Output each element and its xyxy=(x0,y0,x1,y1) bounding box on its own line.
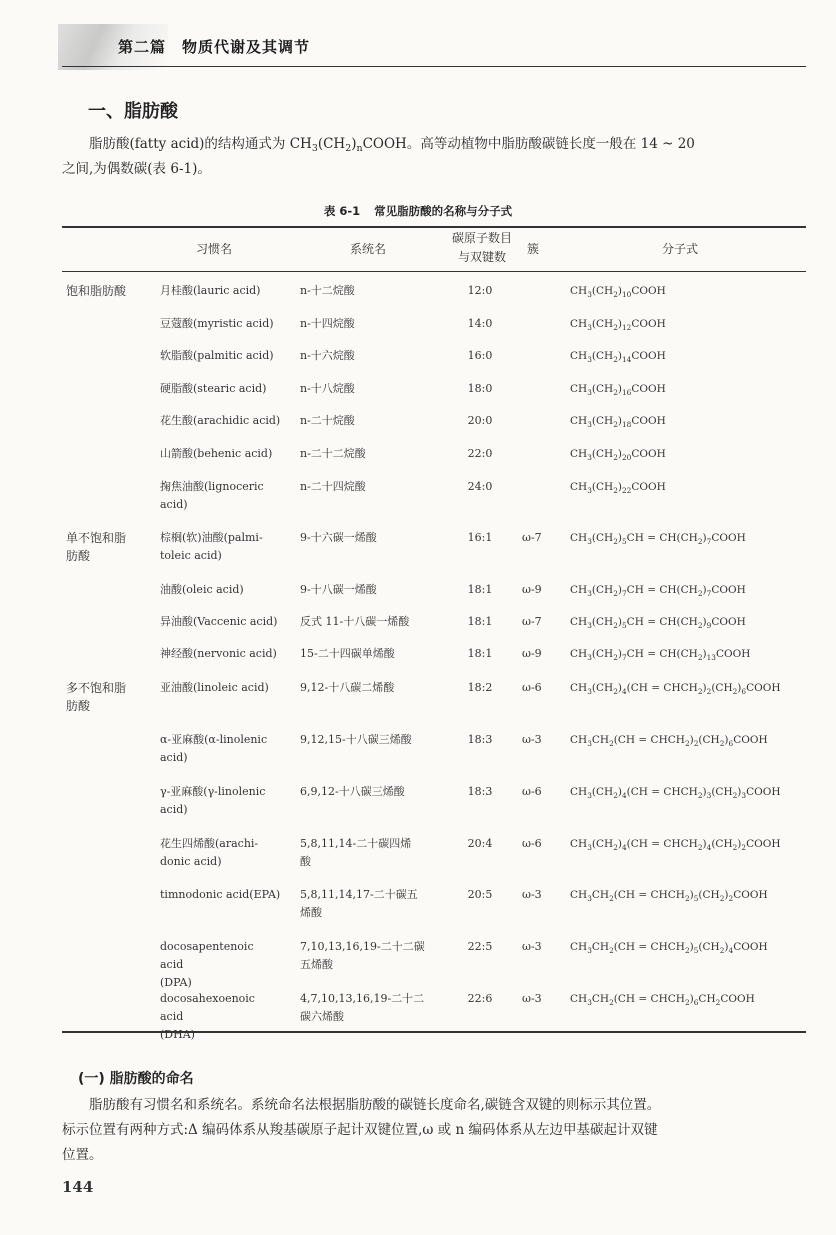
category-saturated: 饱和脂肪酸 xyxy=(66,284,127,298)
cell-carbon-count: 20:0 xyxy=(467,414,493,427)
cell-common-name: γ-亚麻酸(γ-linolenic acid) xyxy=(160,785,266,816)
cell-systematic-name: 7,10,13,16,19-二十二碳 五烯酸 xyxy=(300,940,425,971)
cell-systematic-name: 9,12,15-十八碳三烯酸 xyxy=(300,733,412,746)
cell-formula: $CH_3CH_2(CH$ = $CHCH_2)_6CH_2COOH$ xyxy=(570,993,755,1007)
cell-common-name: α-亚麻酸(α-linolenic acid) xyxy=(160,733,268,764)
cell-formula: $CH_3(CH_2)_{14}COOH$ xyxy=(570,350,666,364)
category-polyunsaturated: 多不饱和脂 肪酸 xyxy=(66,681,127,713)
category-monounsaturated: 单不饱和脂 肪酸 xyxy=(66,531,127,563)
cell-carbon-count: 20:5 xyxy=(467,888,493,901)
cell-formula: $CH_3(CH_2)_5CH$ = $CH(CH_2)_7COOH$ xyxy=(570,532,746,546)
cell-systematic-name: n-二十烷酸 xyxy=(300,414,355,427)
cell-family: ω-7 xyxy=(522,615,542,628)
cell-formula: $CH_3(CH_2)_{16}COOH$ xyxy=(570,383,666,397)
cell-systematic-name: n-二十四烷酸 xyxy=(300,480,366,493)
cell-systematic-name: 9-十八碳一烯酸 xyxy=(300,583,377,596)
cell-family: ω-3 xyxy=(522,888,542,901)
cell-carbon-count: 22:0 xyxy=(467,447,493,460)
cell-formula: $CH_3CH_2(CH$ = $CHCH_2)_5(CH_2)_4COOH$ xyxy=(570,941,768,955)
cell-carbon-count: 18:1 xyxy=(467,647,493,660)
cell-formula: $CH_3(CH_2)_4(CH$ = $CHCH_2)_2(CH_2)_6COOH$ xyxy=(570,682,781,696)
cell-carbon-count: 14:0 xyxy=(467,317,493,330)
cell-formula: $CH_3CH_2(CH$ = $CHCH_2)_5(CH_2)_2COOH$ xyxy=(570,889,768,903)
cell-formula: $CH_3(CH_2)_4(CH$ = $CHCH_2)_3(CH_2)_3COOH$ xyxy=(570,786,781,800)
cell-common-name: 油酸(oleic acid) xyxy=(160,583,244,596)
cell-formula: $CH_3(CH_2)_{18}COOH$ xyxy=(570,415,666,429)
cell-systematic-name: 5,8,11,14-二十碳四烯 酸 xyxy=(300,837,412,868)
cell-systematic-name: n-二十二烷酸 xyxy=(300,447,366,460)
cell-common-name: 异油酸(Vaccenic acid) xyxy=(160,615,278,628)
cell-family: ω-6 xyxy=(522,785,542,798)
cell-common-name: timnodonic acid(EPA) xyxy=(160,888,281,901)
cell-systematic-name: n-十四烷酸 xyxy=(300,317,355,330)
cell-common-name: 硬脂酸(stearic acid) xyxy=(160,382,267,395)
running-header-title: 第二篇 物质代谢及其调节 xyxy=(118,38,311,56)
cell-carbon-count: 18:0 xyxy=(467,382,493,395)
cell-family: ω-3 xyxy=(522,733,542,746)
cell-carbon-count: 22:5 xyxy=(467,940,493,953)
cell-carbon-count: 18:1 xyxy=(467,583,493,596)
cell-carbon-count: 18:1 xyxy=(467,615,493,628)
cell-carbon-count: 18:2 xyxy=(467,681,493,694)
subsection-title: (一) 脂肪酸的命名 xyxy=(78,1071,194,1087)
cell-family: ω-6 xyxy=(522,837,542,850)
cell-carbon-count: 16:0 xyxy=(467,349,493,362)
naming-paragraph-line1: 脂肪酸有习惯名和系统名。系统命名法根据脂肪酸的碳链长度命名,碳链含双键的则标示其位置。 xyxy=(89,1097,661,1113)
table-header-rule xyxy=(62,271,806,272)
cell-systematic-name: n-十六烷酸 xyxy=(300,349,355,362)
header-rule xyxy=(62,66,806,67)
table-caption: 表 6-1 常见脂肪酸的名称与分子式 xyxy=(323,204,513,218)
cell-common-name: docosapentenoic acid (DPA) xyxy=(160,940,265,989)
cell-systematic-name: 9-十六碳一烯酸 xyxy=(300,531,377,544)
header-systematic-name: 系统名 xyxy=(350,242,387,256)
cell-carbon-count: 22:6 xyxy=(467,992,493,1005)
cell-common-name: 棕榈(软)油酸(palmi- toleic acid) xyxy=(160,531,263,562)
cell-formula: $CH_3(CH_2)_4(CH$ = $CHCH_2)_4(CH_2)_2COOH$ xyxy=(570,838,781,852)
naming-paragraph-line3: 位置。 xyxy=(62,1147,103,1163)
cell-carbon-count: 18:3 xyxy=(467,733,493,746)
cell-common-name: 花生酸(arachidic acid) xyxy=(160,414,281,427)
cell-systematic-name: 15-二十四碳单烯酸 xyxy=(300,647,395,660)
cell-family: ω-9 xyxy=(522,583,542,596)
cell-carbon-count: 20:4 xyxy=(467,837,493,850)
cell-systematic-name: n-十八烷酸 xyxy=(300,382,355,395)
cell-family: ω-9 xyxy=(522,647,542,660)
cell-carbon-count: 24:0 xyxy=(467,480,493,493)
cell-systematic-name: 4,7,10,13,16,19-二十二 碳六烯酸 xyxy=(300,992,425,1023)
section-title: 一、脂肪酸 xyxy=(88,101,178,122)
header-carbon-count: 碳原子数目 与双键数 xyxy=(451,231,512,264)
header-formula: 分子式 xyxy=(662,242,699,256)
cell-carbon-count: 16:1 xyxy=(467,531,493,544)
cell-family: ω-7 xyxy=(522,531,542,544)
cell-carbon-count: 12:0 xyxy=(467,284,493,297)
cell-common-name: 花生四烯酸(arachi- donic acid) xyxy=(160,837,259,868)
cell-systematic-name: 9,12-十八碳二烯酸 xyxy=(300,681,395,694)
cell-family: ω-3 xyxy=(522,940,542,953)
intro-paragraph-line2: 之间,为偶数碳(表 6-1)。 xyxy=(62,161,211,177)
cell-systematic-name: 5,8,11,14,17-二十碳五 烯酸 xyxy=(300,888,418,919)
cell-formula: $CH_3(CH_2)_{20}COOH$ xyxy=(570,448,666,462)
cell-common-name: 豆蔻酸(myristic acid) xyxy=(160,317,274,330)
cell-common-name: 神经酸(nervonic acid) xyxy=(160,647,277,660)
cell-family: ω-3 xyxy=(522,992,542,1005)
cell-formula: $CH_3CH_2(CH$ = $CHCH_2)_2(CH_2)_6COOH$ xyxy=(570,734,768,748)
cell-formula: $CH_3(CH_2)_7CH$ = $CH(CH_2)_{13}COOH$ xyxy=(570,648,751,662)
cell-common-name: docosahexoenoic acid (DHA) xyxy=(160,992,266,1041)
cell-common-name: 亚油酸(linoleic acid) xyxy=(160,681,269,694)
cell-common-name: 月桂酸(lauric acid) xyxy=(160,284,261,297)
cell-carbon-count: 18:3 xyxy=(467,785,493,798)
cell-systematic-name: n-十二烷酸 xyxy=(300,284,355,297)
cell-common-name: 掬焦油酸(lignoceric acid) xyxy=(160,480,264,511)
cell-formula: $CH_3(CH_2)_{12}COOH$ xyxy=(570,318,666,332)
header-family: 簇 xyxy=(527,242,540,256)
intro-paragraph: 脂肪酸(fatty acid)的结构通式为 $CH_3(CH_2)_nCOOH$。高等动植物中脂肪酸碳链长度一般在 14 ~ 20 xyxy=(89,136,695,154)
cell-common-name: 软脂酸(palmitic acid) xyxy=(160,349,274,362)
cell-formula: $CH_3(CH_2)_{10}COOH$ xyxy=(570,285,666,299)
cell-formula: $CH_3(CH_2)_7CH$ = $CH(CH_2)_7COOH$ xyxy=(570,584,746,598)
cell-common-name: 山箭酸(behenic acid) xyxy=(160,447,273,460)
header-common-name: 习惯名 xyxy=(196,242,233,256)
cell-family: ω-6 xyxy=(522,681,542,694)
naming-paragraph-line2: 标示位置有两种方式:Δ 编码体系从羧基碳原子起计双键位置,ω 或 n 编码体系从左边甲基碳起计双键 xyxy=(62,1122,658,1138)
cell-systematic-name: 反式 11-十八碳一烯酸 xyxy=(300,615,410,628)
table-top-rule xyxy=(62,226,806,228)
cell-systematic-name: 6,9,12-十八碳三烯酸 xyxy=(300,785,405,798)
cell-formula: $CH_3(CH_2)_5CH$ = $CH(CH_2)_9COOH$ xyxy=(570,616,746,630)
page-number: 144 xyxy=(62,1178,94,1196)
cell-formula: $CH_3(CH_2)_{22}COOH$ xyxy=(570,481,666,495)
